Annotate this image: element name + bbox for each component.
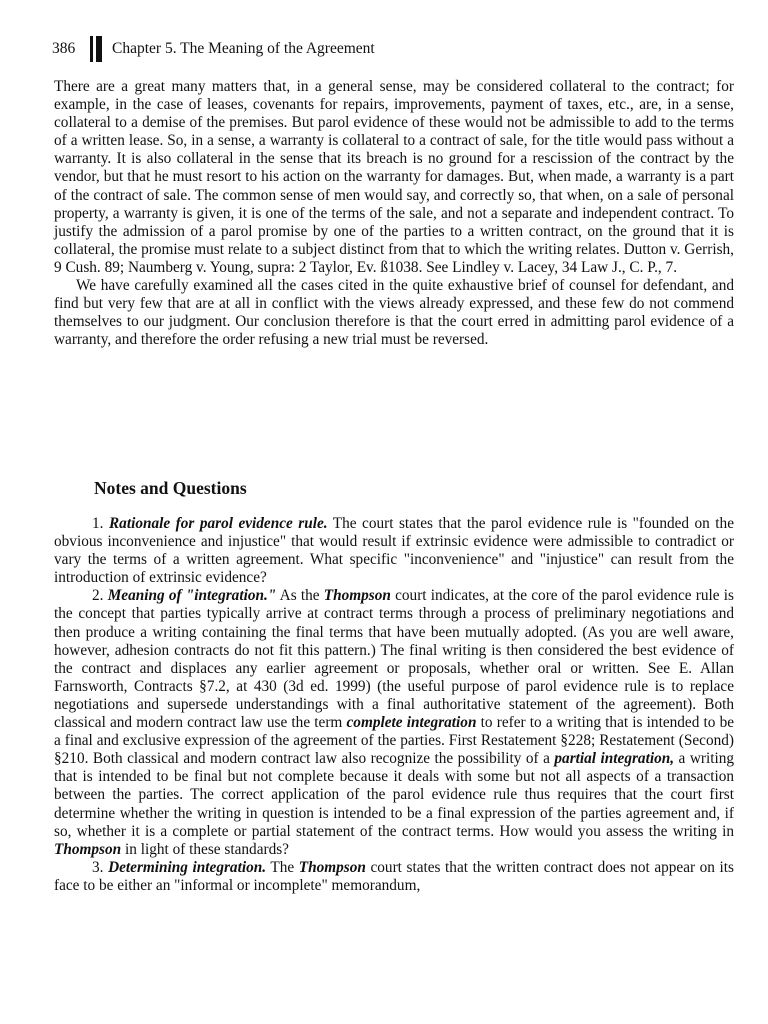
header-rule-thick [96, 36, 102, 62]
note-2-number: 2. [92, 587, 104, 605]
note-1-number: 1. [92, 515, 104, 532]
note-3 [54, 859, 734, 895]
page-number: 386 [52, 40, 76, 57]
note-2-text-5: in light of these standards? [124, 840, 289, 858]
partial-integration-term: partial integration, [554, 750, 675, 768]
note-1-title: Rationale for parol evidence rule. [108, 515, 328, 532]
notes-heading: Notes and Questions [94, 478, 247, 498]
notes-and-questions [54, 515, 734, 895]
note-3-case-name: Thompson [298, 858, 366, 876]
running-head [52, 35, 375, 63]
opinion-paragraph-1: There are a great many matters that, in a general sense, may be considered collateral to the contract; for example, in the case of leases, covenants for repairs, improvements, payment of taxes, etc., are, in a sense, collateral to a demise of the premises. But parol evidence of these would not be admissible to add to the terms of a written lease. So, in a sense, a warranty is collateral to a contract of sale, for the title would pass without a warranty. It is also collateral in the sense that its breach is no ground for a rescission of the contract by the vendor, but that he must resort to his action on the warranty for damages. But, when made, a warranty is a part of the contract of sale. The common sense of men would say, and correctly so, that when, on a sale of personal property, a warranty is given, it is one of the terms of the sale, and not a separate and independent contract. To justify the admission of a parol promise by one of the parties to a written contract, on the ground that it is collateral, the promise must relate to a subject distinct from that to which the writing relates. Dutton v. Gerrish, 9 Cush. 89; Naumberg v. Young, supra: 2 Taylor, Ev. ß1038. See Lindley v. Lacey, 34 Law J., C. P., 7. [54, 78, 734, 276]
note-1 [54, 515, 734, 587]
note-3-title: Determining integration. [108, 858, 267, 876]
note-1-text: The court states that the parol evidence rule is "founded on the obvious inconvenience and injustice" that would result if extrinsic evidence were admissible to contradict or vary the terms of a written agreement. What specific "inconvenience" and "injustice" can result from the introduction of extrinsic evidence? [54, 515, 734, 587]
note-3-text-1: The [270, 858, 295, 876]
note-3-number: 3. [92, 858, 104, 876]
note-2-title: Meaning of "integration." [107, 587, 277, 605]
chapter-title: Chapter 5. The Meaning of the Agreement [112, 40, 375, 57]
header-rule-thin [90, 36, 93, 62]
note-2 [54, 587, 734, 858]
note-2-case-name: Thompson [323, 587, 391, 605]
opinion-paragraph-2: We have carefully examined all the cases cited in the quite exhaustive brief of counsel for defendant, and find but very few that are at all in conflict with the views already expressed, and these few do not commend themselves to our judgment. Our conclusion therefore is that the court erred in admitting parol evidence of a warranty, and therefore the order refusing a new trial must be reversed. [54, 277, 734, 349]
note-2-text-3: to refer to a writing that is intended to be a final and exclusive expression of the agreement of the parties. First Restatement §228; Restatement (Second) §210. Both classical and modern contract law also recognize the possibility of a [54, 714, 735, 768]
complete-integration-term: complete integration [346, 714, 477, 732]
note-2-text-4: a writing that is intended to be final but not complete because it deals with some but not all aspects of a transaction between the parties. The correct application of the parol evidence rule thus requires that the court first determine whether the writing in question is intended to be a final expression of the parties agreement and, if so, whether it is a complete or partial statement of the contract terms. How would you assess the writing in [54, 750, 735, 840]
note-3-text-2: court states that the written contract does not appear on its face to be either an "informal or incomplete" memorandum, [54, 858, 734, 894]
note-2-case-name-second: Thompson [54, 840, 122, 858]
note-2-text-1: As the [279, 587, 320, 605]
note-2-text-2: court indicates, at the core of the parol evidence rule is the concept that parties typically arrive at contract terms through a process of preliminary negotiations and then produce a writing containing the final terms that have been mutually adopted. (As you are well aware, however, adhesion contracts do not fit this pattern.) The final writing is then considered the best evidence of the contract and displaces any earlier agreement or proposals, whether oral or written. See E. Allan Farnsworth, Contracts §7.2, at 430 (3d ed. 1999) (the useful purpose of parol evidence rule is to replace negotiations and supersede understandings with a final authoritative statement of the agreement). Both classical and modern contract law use the term [54, 587, 734, 732]
case-opinion-text [54, 78, 734, 349]
